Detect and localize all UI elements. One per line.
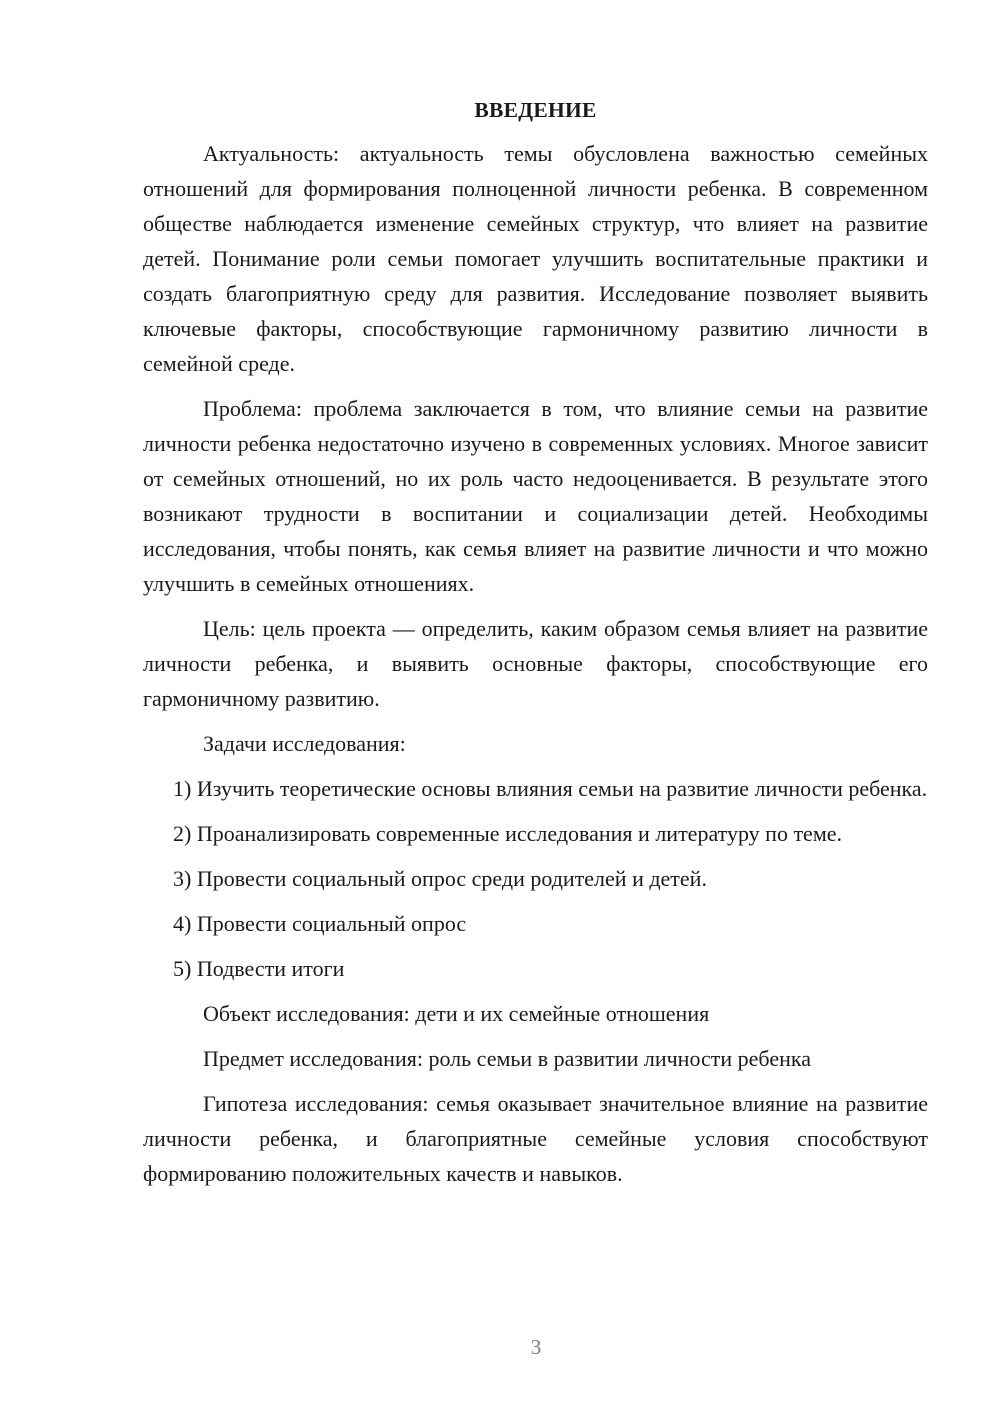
hypothesis-paragraph: Гипотеза исследования: семья оказывает значительное влияние на развитие личности ребенка, и благоприятные семейные условия способствуют формированию положительных качеств и навыков. [143,1091,928,1186]
object-paragraph: Объект исследования: дети и их семейные отношения [203,1001,710,1026]
problem-paragraph: Проблема: проблема заключается в том, что влияние семьи на развитие личности ребенка недостаточно изучено в современных условиях. Многое зависит от семейных отношений, но их роль часто недооценивается. В результате этого возникают трудности в воспитании и социализации детей. Необходимы исследования, чтобы понять, как семья влияет на развитие личности и что можно улучшить в семейных отношениях. [143,396,928,596]
page-number: 3 [530,1335,542,1359]
relevance-paragraph: Актуальность: актуальность темы обусловлена важностью семейных отношений для формирования полноценной личности ребенка. В современном обществе наблюдается изменение семейных структур, что влияет на развитие детей. Понимание роли семьи помогает улучшить воспитательные практики и создать благоприятную среду для развития. Исследование позволяет выявить ключевые факторы, способствующие гармоничному развитию личности в семейной среде. [143,141,928,376]
task-item-1: 1) Изучить теоретические основы влияния семьи на развитие личности ребенка. [173,776,928,801]
tasks-heading: Задачи исследования: [203,731,406,756]
task-item-3: 3) Провести социальный опрос среди родителей и детей. [173,866,707,891]
task-item-4: 4) Провести социальный опрос [173,911,467,936]
task-item-2: 2) Проанализировать современные исследования и литературу по теме. [173,821,843,846]
subject-paragraph: Предмет исследования: роль семьи в развитии личности ребенка [203,1046,811,1071]
document-page [143,92,928,1191]
section-title: ВВЕДЕНИЕ [474,98,597,122]
task-item-5: 5) Подвести итоги [173,956,345,981]
goal-paragraph: Цель: цель проекта — определить, каким образом семья влияет на развитие личности ребенка, и выявить основные факторы, способствующие его гармоничному развитию. [143,616,928,711]
